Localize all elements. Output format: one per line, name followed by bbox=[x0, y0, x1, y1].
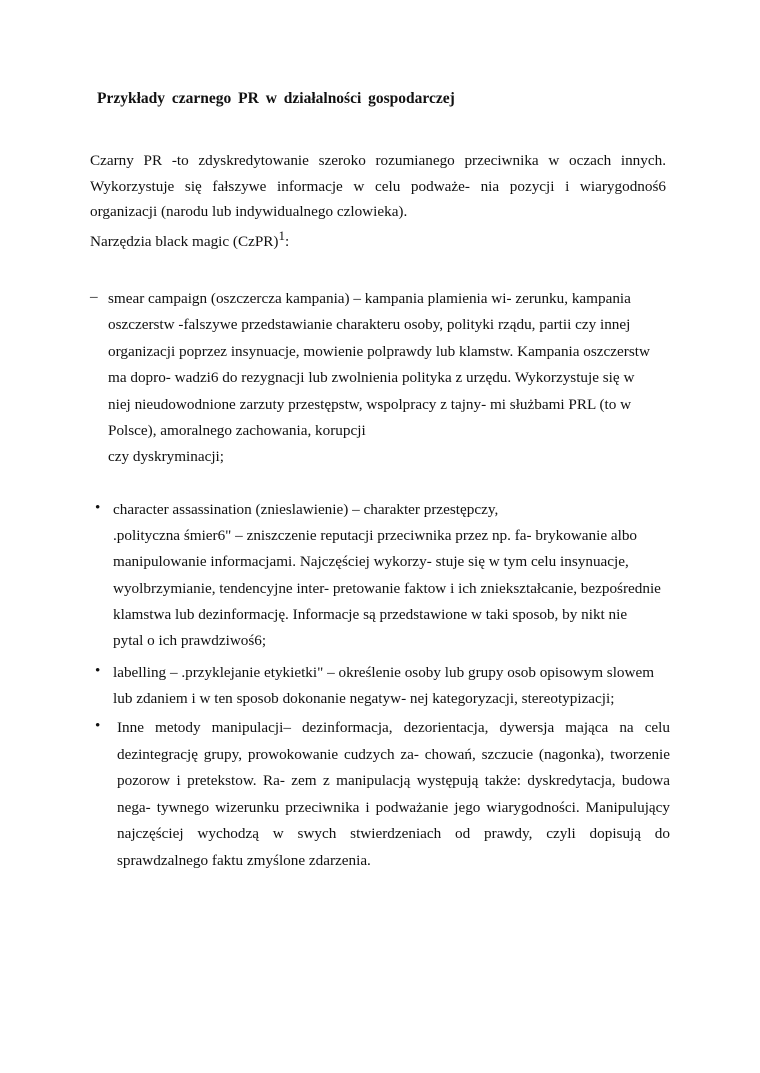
footnote-reference: 1 bbox=[278, 228, 285, 243]
list-item-line: character assassination (znieslawienie) – charakter przestępczy, bbox=[113, 501, 499, 518]
tools-heading-colon: : bbox=[285, 233, 290, 250]
list-dash-marker: – bbox=[90, 288, 98, 305]
list-item-line: manipulowanie informacjami. Najczęściej wykorzy- stuje się w tym celu insynuacje, bbox=[113, 553, 629, 571]
list-item-line: lub zdaniem i w ten sposob dokonanie negatyw- nej kategoryzacji, stereotypizacji; bbox=[113, 690, 615, 708]
page-title: Przykłady czarnego PR w działalności gospodarczej bbox=[97, 90, 455, 107]
tools-heading-text: Narzędzia black magic (CzPR) bbox=[90, 233, 279, 250]
list-item-line: czy dyskryminacji; bbox=[108, 448, 224, 466]
list-bullet-marker: • bbox=[95, 662, 101, 679]
list-item-line: pytal o ich prawdziwoś6; bbox=[113, 632, 267, 650]
list-item-line: organizacji poprzez insynuacje, mowienie polprawdy lub klamstw. Kampania oszczerstw bbox=[108, 342, 650, 360]
list-item-line: nega- tywnego wizerunku przeciwnika i podważanie jego wiarygodności. Manipulujący bbox=[117, 798, 670, 816]
list-bullet-marker: • bbox=[95, 499, 101, 516]
list-item-line: labelling – .przyklejanie etykietki" – określenie osoby lub grupy osob opisowym slowem bbox=[113, 664, 655, 681]
intro-text: Czarny PR -to zdyskredytowanie szeroko rozumianego przeciwnika w oczach innych. Wykorzystuje się fałszywe informacje w celu podważe- nia pozycji i wiarygodnoś6 organizacji (narodu lub indywidualnego czlowieka). bbox=[90, 152, 666, 220]
list-item-line: Polsce), amoralnego zachowania, korupcji bbox=[108, 422, 366, 440]
list-item-line: Inne metody manipulacji– dezinformacja, dezorientacja, dywersja mająca na celu bbox=[117, 719, 670, 736]
list-item-line: sprawdzalnego faktu zmyślone zdarzenia. bbox=[117, 851, 371, 869]
list-item-line: ma dopro- wadzi6 do rezygnacji lub zwolnienia polityka z urzędu. Wykorzystuje się w bbox=[108, 369, 635, 387]
list-item-smear-campaign bbox=[108, 286, 668, 471]
list-item-other-methods bbox=[117, 715, 670, 875]
tools-heading bbox=[90, 228, 289, 251]
list-item-line: oszczerstw -falszywe przedstawianie charakteru osoby, polityki rządu, partii czy innej bbox=[108, 316, 631, 334]
list-item-line: dezintegrację grupy, prowokowanie cudzych za- chowań, szczucie (nagonka), tworzenie bbox=[117, 745, 670, 763]
list-item-character-assassination bbox=[113, 497, 673, 654]
list-bullet-marker: • bbox=[95, 717, 101, 734]
list-item-line: niej nieudowodnione zarzuty przestępstw, wspolpracy z tajny- mi służbami PRL (to w bbox=[108, 395, 632, 413]
intro-paragraph bbox=[90, 148, 666, 225]
list-item-line: wyolbrzymianie, tendencyjne inter- pretowanie faktow i ich zniekształcanie, bezpośrednie bbox=[113, 579, 661, 597]
list-item-labelling bbox=[113, 660, 673, 713]
list-item-line: klamstwa lub dezinformację. Informacje są przedstawione w taki sposob, by nikt nie bbox=[113, 605, 628, 623]
list-item-line: smear campaign (oszczercza kampania) – kampania plamienia wi- zerunku, kampania bbox=[108, 290, 631, 307]
list-item-line: najczęściej wychodzą w swych stwierdzeniach od prawdy, czyli dopisują do bbox=[117, 825, 670, 843]
list-item-line: pozorow i pretekstow. Ra- zem z manipulacją występują także: dyskredytacja, budowa bbox=[117, 772, 670, 790]
list-item-line: .polityczna śmier6" – zniszczenie reputacji przeciwnika przez np. fa- brykowanie albo bbox=[113, 527, 638, 545]
